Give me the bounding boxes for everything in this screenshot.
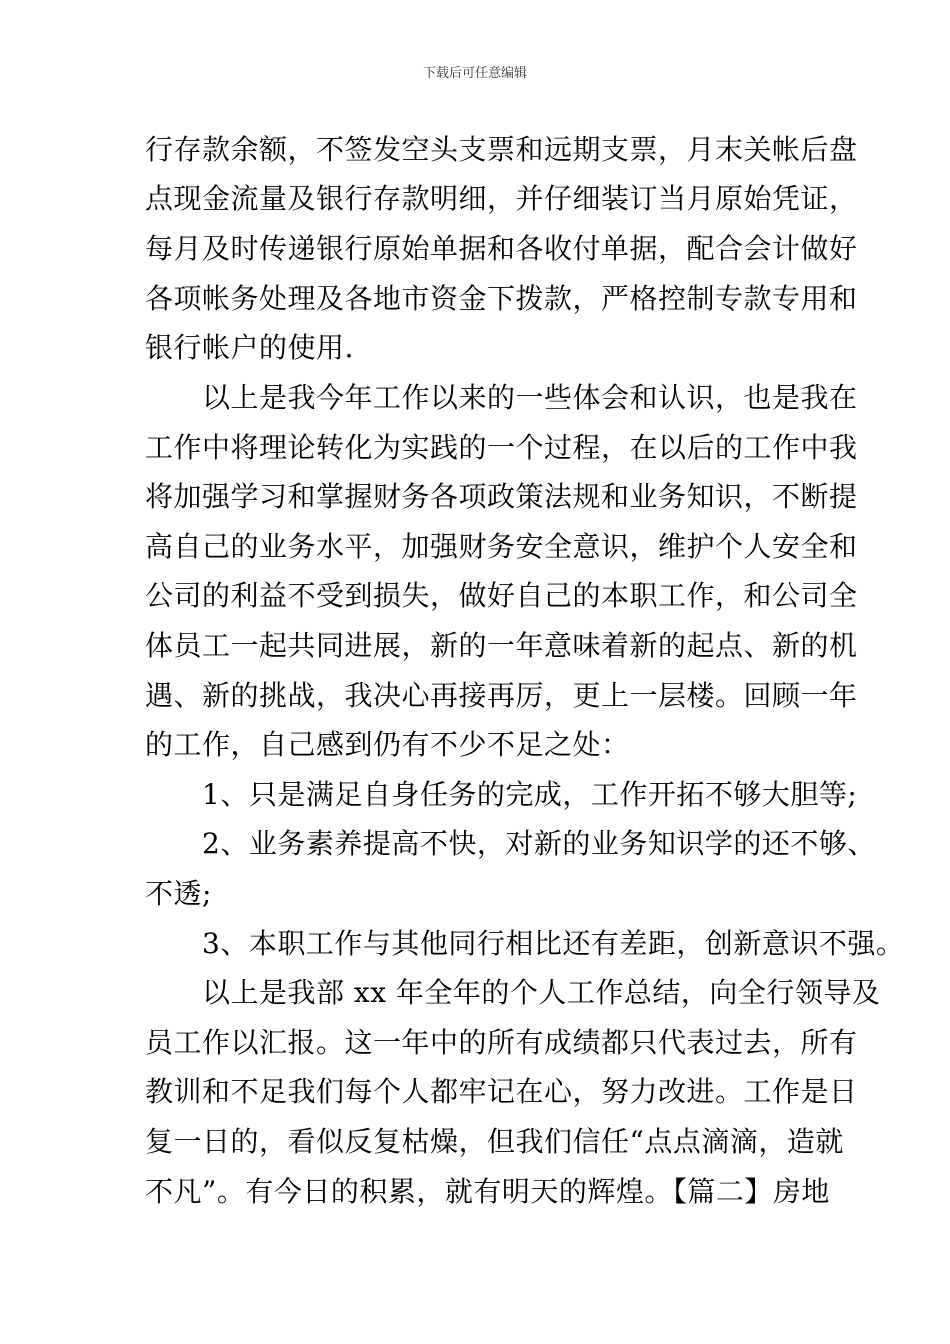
text-line: 遇、新的挑战，我决心再接再厉，更上一层楼。回顾一年 [145,679,858,712]
text-line: 教训和不足我们每个人都牢记在心，努力改进。工作是日 [145,1075,858,1108]
text-line: 公司的利益不受到损失，做好自己的本职工作，和公司全 [145,579,858,612]
text-line: 各项帐务处理及各地市资金下拨款，严格控制专款专用和 [145,282,858,315]
text-line: 以上是我部 xx 年全年的个人工作总结，向全行领导及 [145,976,881,1009]
text-line: 体员工一起共同进展，新的一年意味着新的起点、新的机 [145,629,858,662]
text-line: 复一日的，看似反复枯燥，但我们信任“点点滴滴，造就 [145,1125,844,1158]
text-line: 每月及时传递银行原始单据和各收付单据，配合会计做好 [145,232,858,265]
text-line: 不凡”。有今日的积累，就有明天的辉煌。【篇二】房地 [145,1175,830,1208]
text-line: 不透; [145,877,212,910]
text-line: 银行帐户的使用. [145,331,354,364]
text-line: 高自己的业务水平，加强财务安全意识，维护个人安全和 [145,530,858,563]
text-line: 3、本职工作与其他同行相比还有差距，创新意识不强。 [145,927,905,960]
text-line: 行存款余额，不签发空头支票和远期支票，月末关帐后盘 [145,133,858,166]
text-line: 员工作以汇报。这一年中的所有成绩都只代表过去，所有 [145,1026,858,1059]
text-line: 1、只是满足自身任务的完成，工作开拓不够大胆等; [145,778,858,811]
text-line: 的工作，自己感到仍有不少不足之处： [145,728,630,761]
text-line: 以上是我今年工作以来的一些体会和认识，也是我在 [145,381,858,414]
text-line: 将加强学习和掌握财务各项政策法规和业务知识，不断提 [145,480,858,513]
text-line: 2、业务素养提高不快，对新的业务知识学的还不够、 [145,827,876,860]
text-line: 工作中将理论转化为实践的一个过程，在以后的工作中我 [145,431,858,464]
page-header: 下载后可任意编辑 [422,66,527,81]
text-line: 点现金流量及银行存款明细，并仔细装订当月原始凭证， [145,182,858,215]
